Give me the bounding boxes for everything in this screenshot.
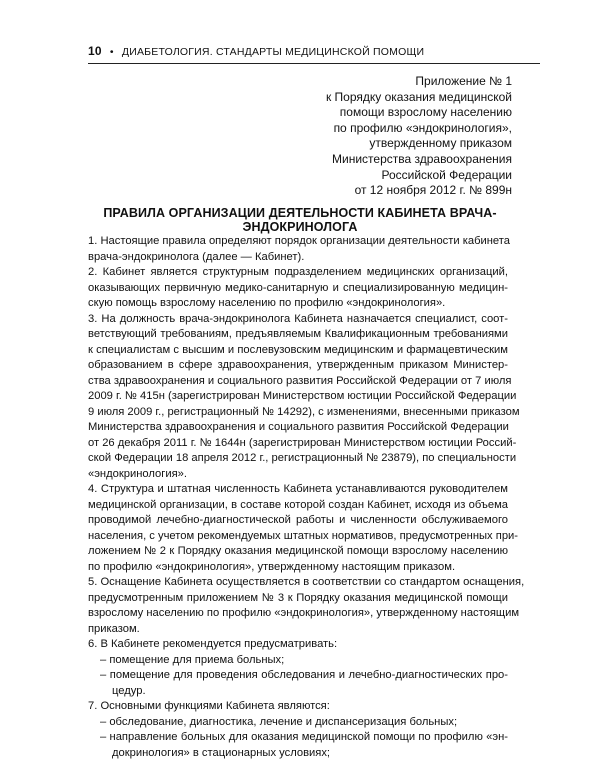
body-line: скую помощь взрослому населению по профилю «эндокринология».: [88, 296, 508, 312]
header-separator: •: [110, 46, 114, 58]
body-line: предусмотренным приложением № 3 к Порядку оказания медицинской помощи: [88, 591, 508, 607]
body-line: 1. Настоящие правила определяют порядок организации деятельности кабинета: [88, 234, 508, 250]
body-line: по профилю «эндокринология», утвержденному настоящим приказом.: [88, 560, 508, 576]
list-item: – обследование, диагностика, лечение и диспансеризация больных;: [88, 715, 508, 731]
appendix-line: к Порядку оказания медицинской: [252, 90, 512, 106]
body-line: к специалистам с высшим и послевузовским медицинским и фармацевтическим: [88, 343, 508, 359]
body-line: взрослому населению по профилю «эндокринология», утвержденному настоящим: [88, 606, 508, 622]
body-line: 5. Оснащение Кабинета осуществляется в соответствии со стандартом оснащения,: [88, 575, 508, 591]
appendix-block: [252, 74, 512, 199]
appendix-line: Министерства здравоохранения: [252, 152, 512, 168]
body-line: ства здравоохранения и социального развития Российской Федерации от 7 июля: [88, 374, 508, 390]
body-line: 7. Основными функциями Кабинета являются:: [88, 699, 508, 715]
running-header: [88, 44, 540, 64]
body-line: 2009 г. № 415н (зарегистрирован Министерством юстиции Российской Федерации: [88, 389, 508, 405]
document-title: ПРАВИЛА ОРГАНИЗАЦИИ ДЕЯТЕЛЬНОСТИ КАБИНЕТА ВРАЧА-ЭНДОКРИНОЛОГА: [88, 206, 512, 234]
body-line: от 26 декабря 2011 г. № 1644н (зарегистрирован Министерством юстиции Россий-: [88, 436, 508, 452]
appendix-line: Российской Федерации: [252, 168, 512, 184]
appendix-line: по профилю «эндокринология»,: [252, 121, 512, 137]
appendix-line: утвержденному приказом: [252, 136, 512, 152]
body-line: ской Федерации 18 апреля 2012 г., регистрационный № 23879), по специальности: [88, 451, 508, 467]
list-item-continuation: цедур.: [88, 684, 508, 700]
body-line: образованием в сфере здравоохранения, утвержденным приказом Министер-: [88, 358, 508, 374]
body-line: 6. В Кабинете рекомендуется предусматривать:: [88, 637, 508, 653]
appendix-line: Приложение № 1: [252, 74, 512, 90]
appendix-line: помощи взрослому населению: [252, 105, 512, 121]
body-text: [88, 234, 508, 761]
body-line: 2. Кабинет является структурным подразделением медицинских организаций,: [88, 265, 508, 281]
body-line: «эндокринология».: [88, 467, 508, 483]
appendix-line: от 12 ноября 2012 г. № 899н: [252, 183, 512, 199]
body-line: населения, с учетом рекомендуемых штатных нормативов, предусмотренных при-: [88, 529, 508, 545]
body-line: оказывающих первичную медико-санитарную и специализированную медицин-: [88, 281, 508, 297]
body-line: 3. На должность врача-эндокринолога Кабинета назначается специалист, соот-: [88, 312, 508, 328]
list-item: – помещение для проведения обследования и лечебно-диагностических про-: [88, 668, 508, 684]
page-number: 10: [88, 44, 102, 58]
list-item-continuation: докринология» в стационарных условиях;: [88, 746, 508, 761]
body-line: ветствующий требованиям, предъявляемым Квалификационным требованиями: [88, 327, 508, 343]
body-line: приказом.: [88, 622, 508, 638]
body-line: ложением № 2 к Порядку оказания медицинской помощи взрослому населению: [88, 544, 508, 560]
body-line: Министерства здравоохранения и социального развития Российской Федерации: [88, 420, 508, 436]
body-line: 9 июля 2009 г., регистрационный № 14292), с изменениями, внесенными приказом: [88, 405, 508, 421]
list-item: – направление больных для оказания медицинской помощи по профилю «эн-: [88, 730, 508, 746]
body-line: медицинской организации, в составе которой создан Кабинет, исходя из объема: [88, 498, 508, 514]
body-line: врача-эндокринолога (далее — Кабинет).: [88, 250, 508, 266]
body-line: проводимой лечебно-диагностической работы и численности обслуживаемого: [88, 513, 508, 529]
running-title: ДИАБЕТОЛОГИЯ. СТАНДАРТЫ МЕДИЦИНСКОЙ ПОМОЩИ: [122, 46, 424, 58]
list-item: – помещение для приема больных;: [88, 653, 508, 669]
body-line: 4. Структура и штатная численность Кабинета устанавливаются руководителем: [88, 482, 508, 498]
